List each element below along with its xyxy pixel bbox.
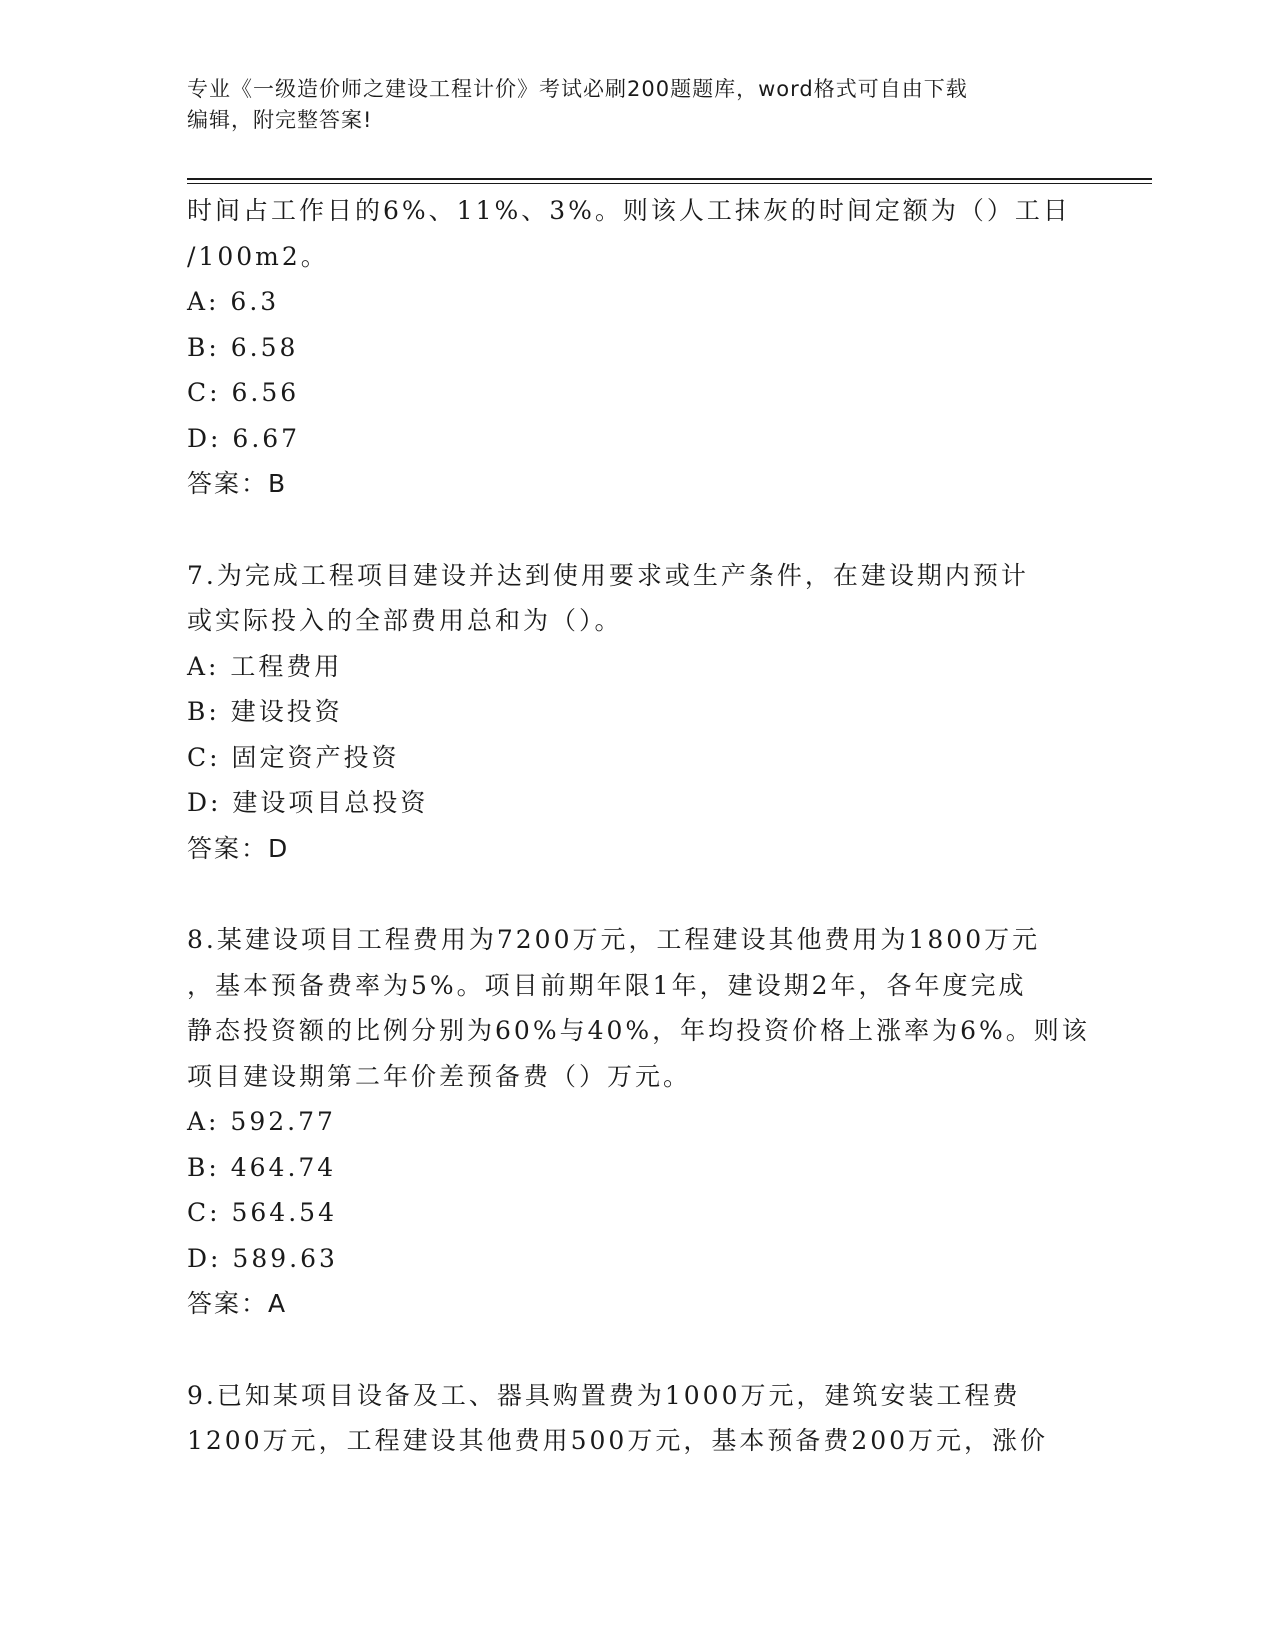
- question-6-answer: 答案：B: [187, 469, 288, 498]
- question-7-option-b: B: 建设投资: [187, 697, 343, 726]
- question-6-option-b: B: 6.58: [187, 332, 299, 362]
- question-7-answer: 答案：D: [187, 833, 290, 863]
- header-title-line-1: 专业《一级造价师之建设工程计价》考试必刷200题题库，word格式可自由下载: [187, 77, 968, 101]
- question-7-stem-line-1: 7.为完成工程项目建设并达到使用要求或生产条件，在建设期内预计: [187, 560, 1029, 590]
- question-8-answer: 答案：A: [187, 1289, 288, 1318]
- question-8-stem-line-2: ，基本预备费率为5%。项目前期年限1年，建设期2年，各年度完成: [187, 970, 1027, 1000]
- question-6-stem-line-1: 时间占工作日的6%、11%、3%。则该人工抹灰的时间定额为（）工日: [187, 196, 1071, 225]
- question-7-stem-line-2: 或实际投入的全部费用总和为（）。: [187, 606, 623, 635]
- question-8-option-c: C: 564.54: [187, 1198, 337, 1227]
- header-title-line-2: 编辑，附完整答案!: [187, 108, 373, 132]
- question-7: [187, 553, 1087, 872]
- document-header: [187, 74, 1087, 136]
- question-8-option-b: B: 464.74: [187, 1152, 337, 1182]
- question-6-option-d: D: 6.67: [187, 423, 301, 453]
- question-7-option-a: A: 工程费用: [187, 651, 343, 681]
- question-6-stem-line-2: /100m2。: [187, 241, 329, 271]
- question-6: [187, 188, 1087, 507]
- question-9-stem-line-1: 9.已知某项目设备及工、器具购置费为1000万元，建筑安装工程费: [187, 1380, 1021, 1410]
- question-6-option-a: A: 6.3: [187, 287, 280, 316]
- question-8-option-d: D: 589.63: [187, 1243, 338, 1273]
- header-rule-thick: [187, 178, 1152, 180]
- question-7-option-d: D: 建设项目总投资: [187, 788, 429, 817]
- question-9-stem-line-2: 1200万元，工程建设其他费用500万元，基本预备费200万元，涨价: [187, 1426, 1049, 1455]
- question-9: [187, 1373, 1087, 1464]
- question-spacer: [187, 1327, 1087, 1373]
- question-6-option-c: C: 6.56: [187, 378, 300, 407]
- question-spacer: [187, 507, 1087, 553]
- question-list: [187, 188, 1090, 1464]
- header-rule-thin: [187, 183, 1152, 184]
- question-8-option-a: A: 592.77: [187, 1107, 336, 1136]
- question-8: [187, 917, 1090, 1327]
- question-8-stem-line-4: 项目建设期第二年价差预备费（）万元。: [187, 1061, 692, 1091]
- question-8-stem-line-3: 静态投资额的比例分别为60%与40%，年均投资价格上涨率为6%。则该: [187, 1016, 1090, 1045]
- question-7-option-c: C: 固定资产投资: [187, 742, 400, 772]
- question-8-stem-line-1: 8.某建设项目工程费用为7200万元，工程建设其他费用为1800万元: [187, 925, 1041, 954]
- question-spacer: [187, 871, 1087, 917]
